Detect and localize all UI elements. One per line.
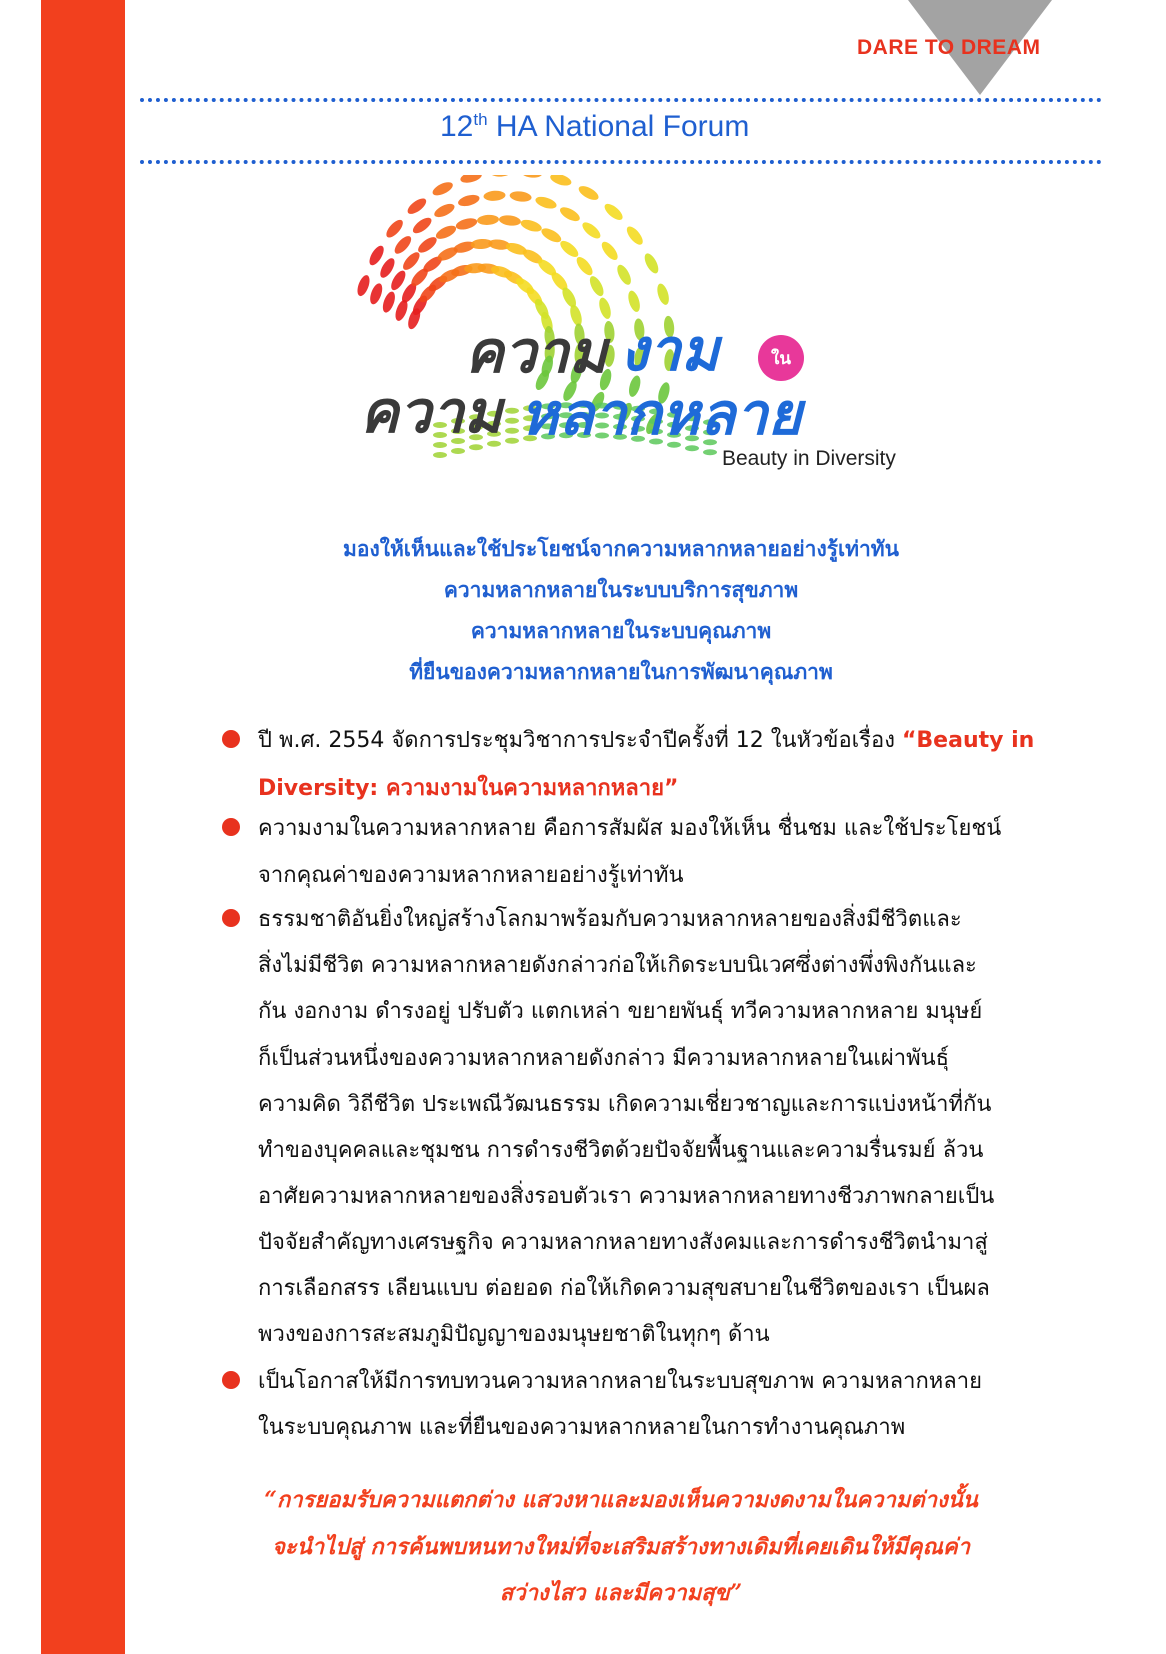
swirl-dot <box>483 190 506 202</box>
quote-line-1: “การยอมรับความแตกต่าง แสวงหาและมองเห็นความงดงามในความต่างนั้น <box>264 1487 978 1513</box>
swirl-dot <box>558 238 581 260</box>
bullet-4-line-1: เป็นโอกาสให้มีการทบทวนความหลากหลายในระบบสุขภาพ ความหลากหลาย <box>258 1369 983 1394</box>
tagline-1: มองให้เห็นและใช้ประโยชน์จากความหลากหลายอย่างรู้เท่าทัน <box>342 537 900 561</box>
swirl-dot <box>368 282 385 306</box>
swirl-dot <box>380 290 397 314</box>
logo-word-ngam: งาม <box>620 316 720 384</box>
swirl-dot <box>410 215 434 236</box>
bullet-dot <box>222 818 240 836</box>
logo-word-lakhlai: หลากหลาย <box>520 380 802 448</box>
swirl-dot <box>377 256 397 280</box>
swirl-dot <box>505 408 519 414</box>
bullet-3-line-9: การเลือกสรร เลียนแบบ ต่อยอด ก่อให้เกิดความสุขสบายในชีวิตของเรา เป็นผล <box>258 1276 990 1301</box>
swirl-dot <box>615 263 634 287</box>
logo-word-khwam-2: ความ <box>360 378 503 446</box>
swirl-dot <box>549 175 573 188</box>
swirl-dot <box>459 175 483 185</box>
swirl-dot <box>505 418 519 424</box>
swirl-dot <box>400 250 422 273</box>
swirl-dot <box>577 183 601 202</box>
bottom-dotted-divider <box>140 160 1102 164</box>
swirl-dot <box>624 224 646 247</box>
swirl-dot <box>431 179 455 198</box>
swirl-dot <box>355 274 372 298</box>
swirl-dot <box>392 233 414 256</box>
tagline-2: ความหลากหลายในระบบบริการสุขภาพ <box>443 578 799 602</box>
swirl-dot <box>505 428 519 434</box>
swirl-dot <box>388 268 408 292</box>
swirl-dot <box>642 251 661 275</box>
bullet-1-line-1 <box>258 722 1034 757</box>
top-dotted-divider <box>140 98 1102 102</box>
bullet-dot <box>222 730 240 748</box>
logo-badge-nai: ใน <box>758 335 804 381</box>
swirl-dot <box>519 218 543 234</box>
swirl-dot <box>432 201 456 220</box>
bullet-1-text: ปี พ.ศ. 2554 จัดการประชุมวิชาการประจำปีครั้งที่ 12 ในหัวข้อเรื่อง <box>258 728 902 753</box>
swirl-dot <box>457 193 481 208</box>
bullet-3-line-3: กัน งอกงาม ดำรงอยู่ ปรับตัว แตกเหล่า ขยายพันธุ์ ทวีความหลากหลาย มนุษย์ <box>258 999 983 1024</box>
swirl-dot <box>558 204 582 223</box>
swirl-dot <box>416 234 440 255</box>
bullet-3-line-1: ธรรมชาติอันยิ่งใหญ่สร้างโลกมาพร้อมกับความหลากหลายของสิ่งมีชีวิตและ <box>258 907 962 932</box>
swirl-dot <box>384 217 406 240</box>
swirl-dot <box>477 214 500 226</box>
swirl-dot <box>505 438 519 444</box>
bullet-1-highlight: “Beauty in <box>901 728 1035 753</box>
bullet-dot <box>222 1371 240 1389</box>
swirl-dot <box>599 239 621 262</box>
bullet-3-line-8: ปัจจัยสำคัญทางเศรษฐกิจ ความหลากหลายทางสังคมและการดำรงชีวิตนำมาสู่ <box>258 1230 988 1255</box>
swirl-dot <box>498 214 521 227</box>
swirl-dot <box>520 175 543 179</box>
bullet-3-line-4: ก็เป็นส่วนหนึ่งของความหลากหลายดังกล่าว มีความหลากหลายในเผ่าพันธุ์ <box>258 1046 950 1071</box>
swirl-dot <box>455 216 479 231</box>
forum-title <box>440 110 749 144</box>
bullet-1-line-2 <box>258 770 678 805</box>
swirl-dot <box>509 190 532 203</box>
left-red-sidebar <box>41 0 125 1654</box>
bullet-1-highlight-cont: Diversity: ความงามในความหลากหลาย” <box>258 776 679 801</box>
bullet-3-line-10: พวงของการสะสมภูมิปัญญาของมนุษยชาติในทุกๆ ด้าน <box>258 1322 770 1347</box>
tagline-3: ความหลากหลายในระบบคุณภาพ <box>470 619 772 643</box>
forum-number: 12 <box>440 110 474 143</box>
bullet-2-line-1: ความงามในความหลากหลาย คือการสัมผัส มองให้เห็น ชื่นชม และใช้ประโยชน์ <box>258 816 1002 841</box>
swirl-dot <box>393 298 410 322</box>
swirl-dot <box>574 254 596 277</box>
bullet-3-line-5: ความคิด วิถีชีวิต ประเพณีวัฒนธรรม เกิดความเชี่ยวชาญและการแบ่งหน้าที่กัน <box>258 1092 992 1117</box>
swirl-dot <box>534 195 558 211</box>
logo-word-khwam-1: ความ <box>465 318 608 386</box>
bullet-3-line-7: อาศัยความหลากหลายของสิ่งรอบตัวเรา ความหลากหลายทางชีวภาพกลายเป็น <box>258 1184 995 1209</box>
tagline-4: ที่ยืนของความหลากหลายในการพัฒนาคุณภาพ <box>409 660 833 684</box>
forum-number-suffix: th <box>473 110 488 129</box>
swirl-dot <box>587 274 606 298</box>
bullet-4-line-2: ในระบบคุณภาพ และที่ยืนของความหลากหลายในการทำงานคุณภาพ <box>258 1415 906 1440</box>
swirl-dot <box>539 226 563 245</box>
swirl-dot <box>405 196 429 217</box>
swirl-dot <box>434 223 458 242</box>
event-logo <box>320 175 920 495</box>
swirl-dot <box>367 243 387 267</box>
forum-name: HA National Forum <box>487 110 750 143</box>
bullet-3-line-6: ทำของบุคคลและชุมชน การดำรงชีวิตด้วยปัจจัยพื้นฐานและความรื่นรมย์ ล้วน <box>258 1138 984 1163</box>
swirl-dot <box>602 201 625 223</box>
logo-caption: Beauty in Diversity <box>722 447 896 470</box>
swirl-dot <box>490 175 513 177</box>
bullet-dot <box>222 909 240 927</box>
dare-to-dream-slogan: DARE TO DREAM <box>857 36 1041 59</box>
swirl-dot <box>580 219 603 241</box>
bullet-2-line-2: จากคุณค่าของความหลากหลายอย่างรู้เท่าทัน <box>258 863 684 888</box>
quote-line-3: สว่างไสว และมีความสุข” <box>499 1580 743 1606</box>
bullet-3-line-2: สิ่งไม่มีชีวิต ความหลากหลายดังกล่าวก่อให้เกิดระบบนิเวศซึ่งต่างพึ่งพิงกันและ <box>258 953 977 978</box>
quote-line-2: จะนำไปสู่ การค้นพบหนทางใหม่ที่จะเสริมสร้างทางเดิมที่เคยเดินให้มีคุณค่า <box>272 1534 970 1560</box>
